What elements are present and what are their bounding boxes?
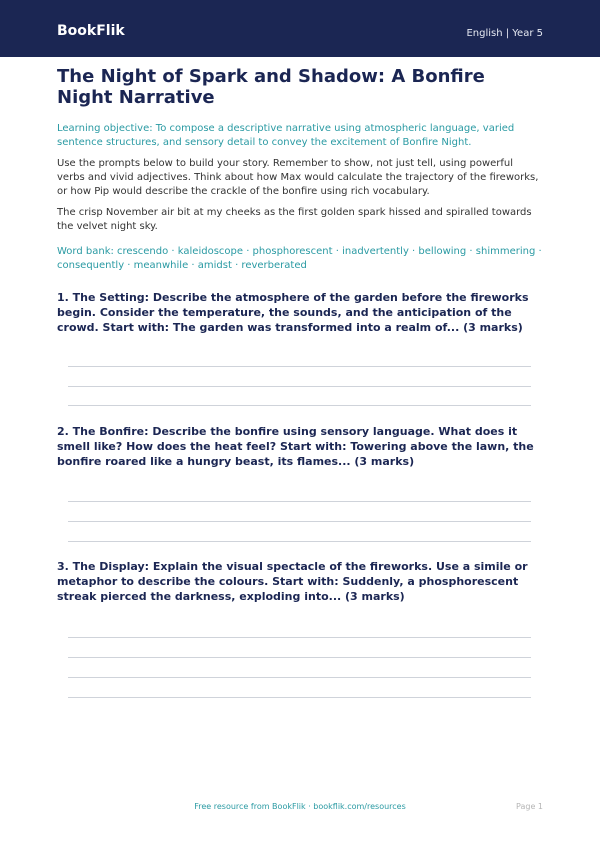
answer-line[interactable] xyxy=(68,501,531,502)
question-3: 3. The Display: Explain the visual spectacle of the fireworks. Use a simile or metaphor to describe the colours. Start with: Suddenly, a phosphorescent streak pierced the darkness, exploding into... (3 marks) xyxy=(57,560,528,603)
footer-credit: Free resource from BookFlik · bookflik.com/resources xyxy=(194,802,406,811)
answer-line[interactable] xyxy=(68,405,531,406)
brand-logo-text: BookFlik xyxy=(57,23,125,39)
learning-objective: Learning objective: To compose a descriptive narrative using atmospheric language, varied sentence structures, and sensory detail to convey the excitement of Bonfire Night. xyxy=(57,123,515,148)
subject-year-label: English | Year 5 xyxy=(466,28,543,39)
page-title: The Night of Spark and Shadow: A Bonfire Night Narrative xyxy=(57,66,485,108)
answer-line[interactable] xyxy=(68,541,531,542)
answer-line[interactable] xyxy=(68,386,531,387)
instructions: Use the prompts below to build your story. Remember to show, not just tell, using powerful verbs and vivid adjectives. Think about how Max would calculate the trajectory of the fireworks, or how Pip would describe the crackle of the bonfire using rich vocabulary. xyxy=(57,158,539,197)
word-bank: Word bank: crescendo · kaleidoscope · phosphorescent · inadvertently · bellowing · shimmering · consequently · meanwhile · amidst · reverberated xyxy=(57,246,542,271)
story-opening: The crisp November air bit at my cheeks as the first golden spark hissed and spiralled towards the velvet night sky. xyxy=(57,207,532,232)
question-2: 2. The Bonfire: Describe the bonfire using sensory language. What does it smell like? How does the heat feel? Start with: Towering above the lawn, the bonfire roared like a hungry beast, its flames... (3 marks) xyxy=(57,425,534,468)
page-number: Page 1 xyxy=(516,802,543,811)
answer-line[interactable] xyxy=(68,677,531,678)
answer-line[interactable] xyxy=(68,697,531,698)
answer-line[interactable] xyxy=(68,657,531,658)
answer-line[interactable] xyxy=(68,637,531,638)
question-1: 1. The Setting: Describe the atmosphere of the garden before the fireworks begin. Consider the temperature, the sounds, and the anticipation of the crowd. Start with: The garden was transformed into a realm of... (3 marks) xyxy=(57,291,529,334)
answer-line[interactable] xyxy=(68,521,531,522)
page-header xyxy=(0,0,600,57)
answer-line[interactable] xyxy=(68,366,531,367)
